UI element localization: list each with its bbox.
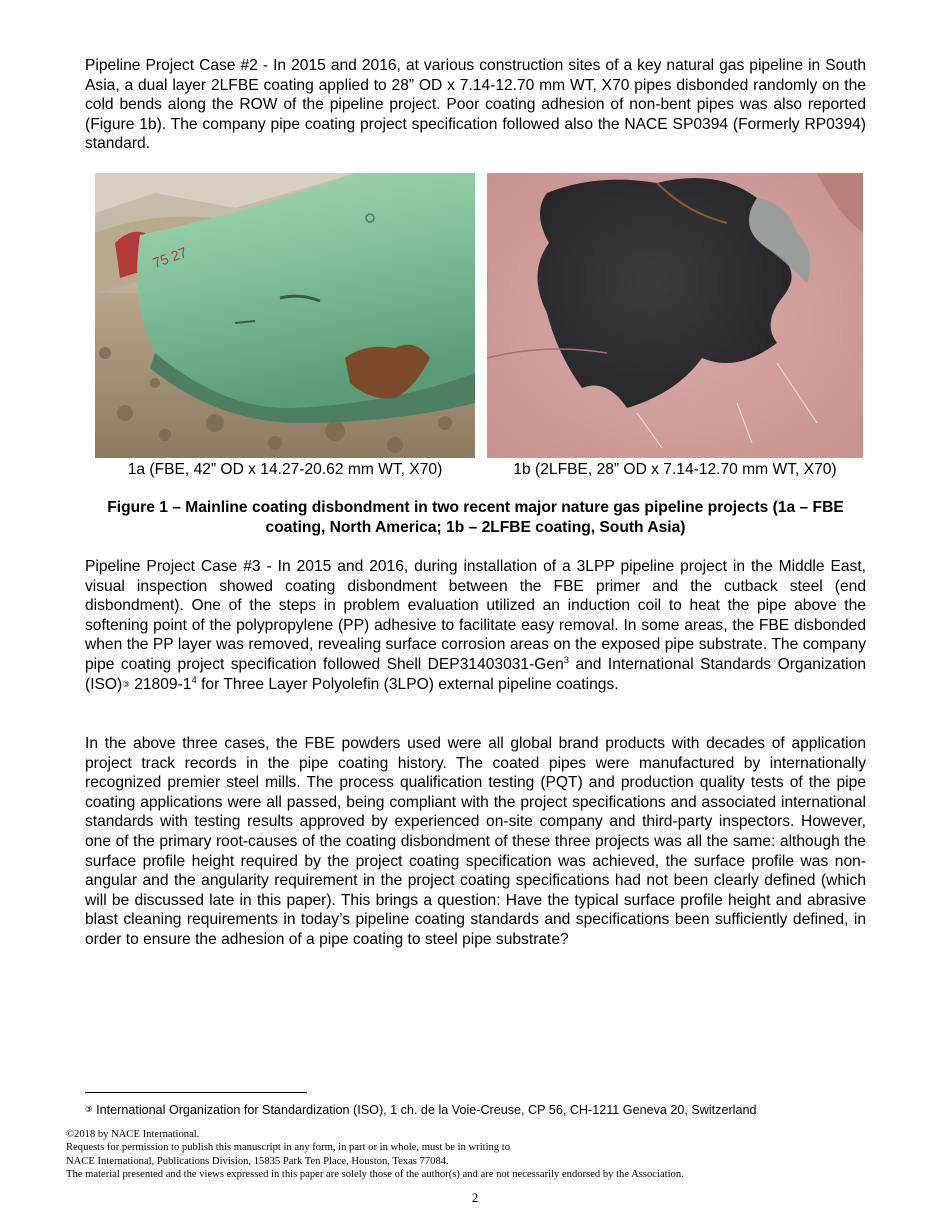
figure-1-title: Figure 1 – Mainline coating disbondment in two recent major nature gas pipeline projects (1a – FBE coating, North America; 1b – 2LFBE coating, South Asia) [107,499,844,536]
figure-1b-photo [487,173,863,458]
case3-text-2: and International Standards Organization (ISO) [85,655,866,693]
disclaimer-line: The material presented and the views expressed in this paper are solely those of the author(s) and are not necessarily endorsed by the Association. [66,1169,684,1181]
footnote-divider [85,1092,307,1093]
paragraph-summary: In the above three cases, the FBE powders used were all global brand products with decades of application project track records in the pipe coating history. The coated pipes were manufactured by internationally recognized premier steel mills. The process qualification testing (PQT) and production quality tests of the pipe coating applications were all passed, being compliant with the project specifications and associated international standards with testing results approved by experienced on-site company and third-party inspectors. However, one of the primary root-causes of the coating disbondment of these three projects was all the same: although the surface profile height required by the project coating specification was achieved, the surface profile was non-angular and the angularity requirement in the project coating specifications had not been clearly defined (which will be discussed late in this paper). This brings a question: Have the typical surface profile height and abrasive blast cleaning requirements in today’s pipeline coating standards and specifications been sufficiently defined, in order to ensure the adhesion of a pipe coating to steel pipe substrate? [85,735,866,948]
reference-3: 3 [563,654,570,666]
figure-1a-caption: 1a (FBE, 42” OD x 14.27-20.62 mm WT, X70) [127,461,443,478]
permission-line: Requests for permission to publish this manuscript in any form, in part or in whole, must be in writing to [66,1142,511,1154]
reference-4: 4 [191,674,197,686]
paragraph-case-2: Pipeline Project Case #2 - In 2015 and 2016, at various construction sites of a key natural gas pipeline in South Asia, a dual layer 2LFBE coating applied to 28” OD x 7.14-12.70 mm WT, X70 pipes disbonded randomly on the cold bends along the ROW of the pipeline project. Poor coating adhesion of non-bent pipes was also reported (Figure 1b). The company pipe coating project specification followed also the NACE SP0394 (Formerly RP0394) standard. [85,57,866,153]
figure-1a-image [95,173,475,458]
page-number: 2 [471,1190,479,1205]
figure-1b-caption: 1b (2LFBE, 28” OD x 7.14-12.70 mm WT, X70) [513,461,837,478]
case3-text-1: Pipeline Project Case #3 - In 2015 and 2016, during installation of a 3LPP pipeline project in the Middle East, visual inspection showed coating disbondment between the FBE primer and the cutback steel (end disbondment). One of the steps in problem evaluation utilized an induction coil to heat the pipe above the softening point of the polypropylene (PP) adhesive to facilitate easy removal. In some areas, the FBE disbonded when the PP layer was removed, revealing surface corrosion areas on the exposed pipe substrate. The company pipe coating project specification followed Shell DEP31403031-Gen [85,558,866,673]
copyright-line: ©2018 by NACE International. [66,1129,200,1140]
footnote-marker: ③ [122,678,130,689]
address-line: NACE International, Publications Division, 15835 Park Ten Place, Houston, Texas 77084. [66,1155,449,1167]
paragraph-case-3 [85,557,866,694]
figure-1a-photo [95,173,475,458]
case3-text-4: for Three Layer Polyolefin (3LPO) external pipeline coatings. [196,675,619,693]
pipe-marking: 75 27 [150,243,189,271]
footnote-text: International Organization for Standardization (ISO), 1 ch. de la Voie-Creuse, CP 56, CH-1211 Geneva 20, Switzerland [92,1103,757,1117]
copyright-block [66,1128,886,1182]
footnote [85,1101,757,1118]
figure-1b-image [487,173,863,458]
case3-text-3: 21809-1 [129,675,192,693]
footnote-mark: ③ [85,1104,93,1114]
